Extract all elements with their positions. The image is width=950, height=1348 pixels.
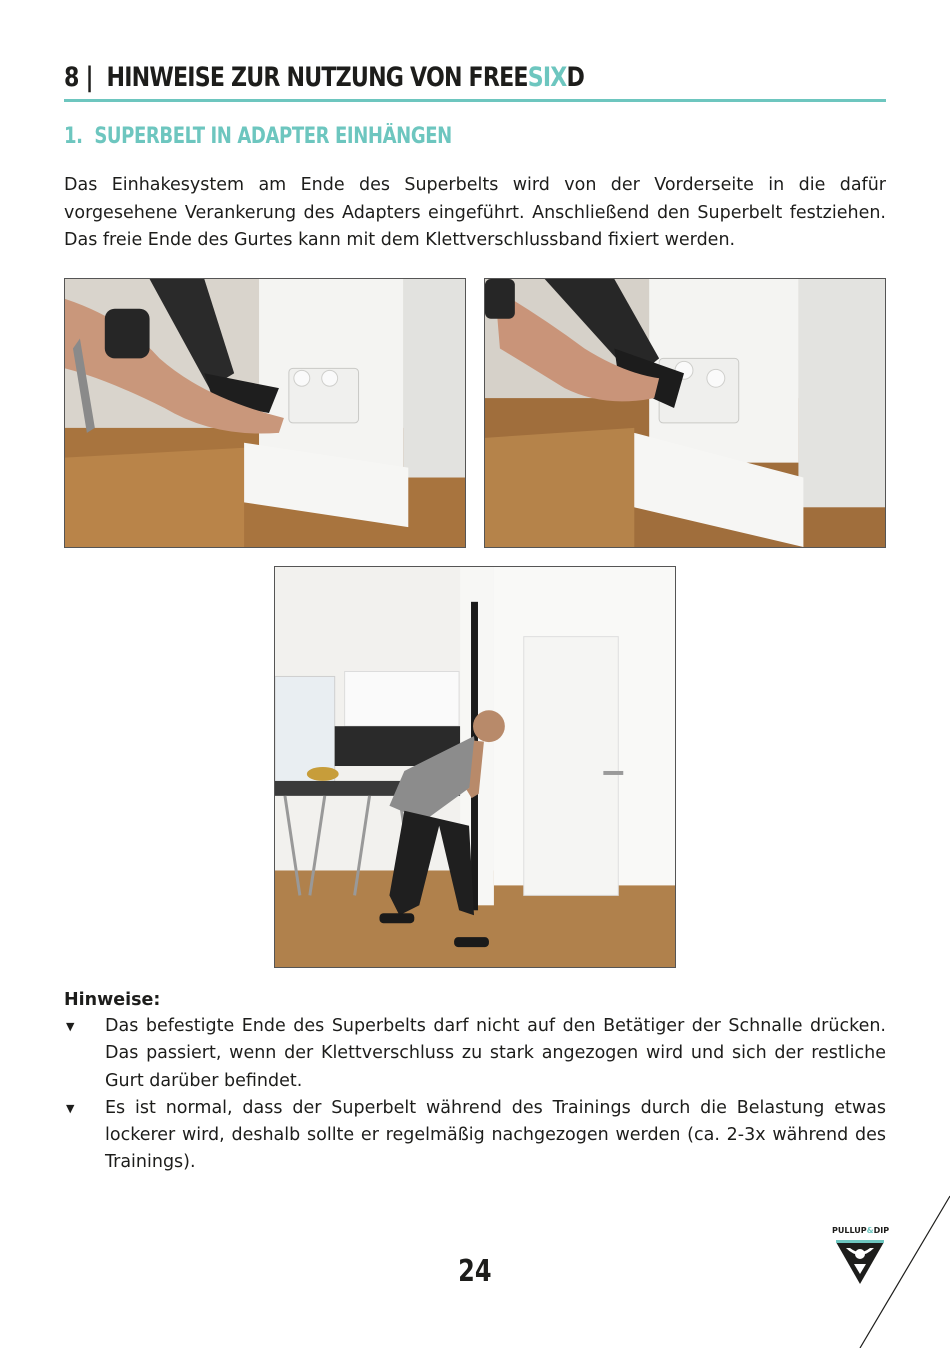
- photo-adapter-hook-in: [64, 278, 466, 548]
- notes-title: Hinweise:: [64, 990, 161, 1010]
- logo-wordmark: PULLUP&DIP: [832, 1226, 890, 1235]
- note-text: Das befestigte Ende des Superbelts darf nicht auf den Betätiger der Schnalle drücken. Das passiert, wenn der Klettverschluss zu stark angezogen wird und sich der restliche Gurt darüber befindet.: [105, 1016, 886, 1091]
- note-text: Es ist normal, dass der Superbelt während des Trainings durch die Belastung etwas lockerer wird, deshalb sollte er regelmäßig nachgezogen werden (ca. 2-3x während des Trainings).: [105, 1097, 886, 1173]
- photo-training-doorframe: [274, 566, 676, 968]
- section-title: SUPERBELT IN ADAPTER EINHÄNGEN: [94, 124, 452, 149]
- chapter-title-post: D: [566, 62, 585, 93]
- chapter-title-pre: HINWEISE ZUR NUTZUNG VON FREE: [106, 62, 528, 93]
- chapter-number: 8: [64, 62, 79, 93]
- photo-adapter-tighten: [484, 278, 886, 548]
- chapter-title-accent: SIX: [527, 62, 567, 93]
- bullet-triangle-icon: ▼: [66, 1101, 75, 1115]
- note-item: [64, 1095, 886, 1177]
- notes-list: [64, 1013, 886, 1177]
- page-number: 24: [458, 1254, 492, 1289]
- chapter-separator: |: [85, 62, 93, 93]
- page-heading: [64, 58, 886, 102]
- section-heading: [64, 120, 537, 154]
- note-item: [64, 1013, 886, 1095]
- section-number: 1.: [64, 124, 83, 149]
- intro-paragraph: Das Einhakesystem am Ende des Superbelts wird von der Vorderseite in die dafür vorgesehene Verankerung des Adapters eingeführt. Anschließend den Superbelt festziehen. Das freie Ende des Gurtes kann mit dem Klettverschlussband fixiert werden.: [64, 175, 886, 250]
- bullet-triangle-icon: ▼: [66, 1020, 75, 1033]
- corner-decoration-line: [850, 1190, 950, 1348]
